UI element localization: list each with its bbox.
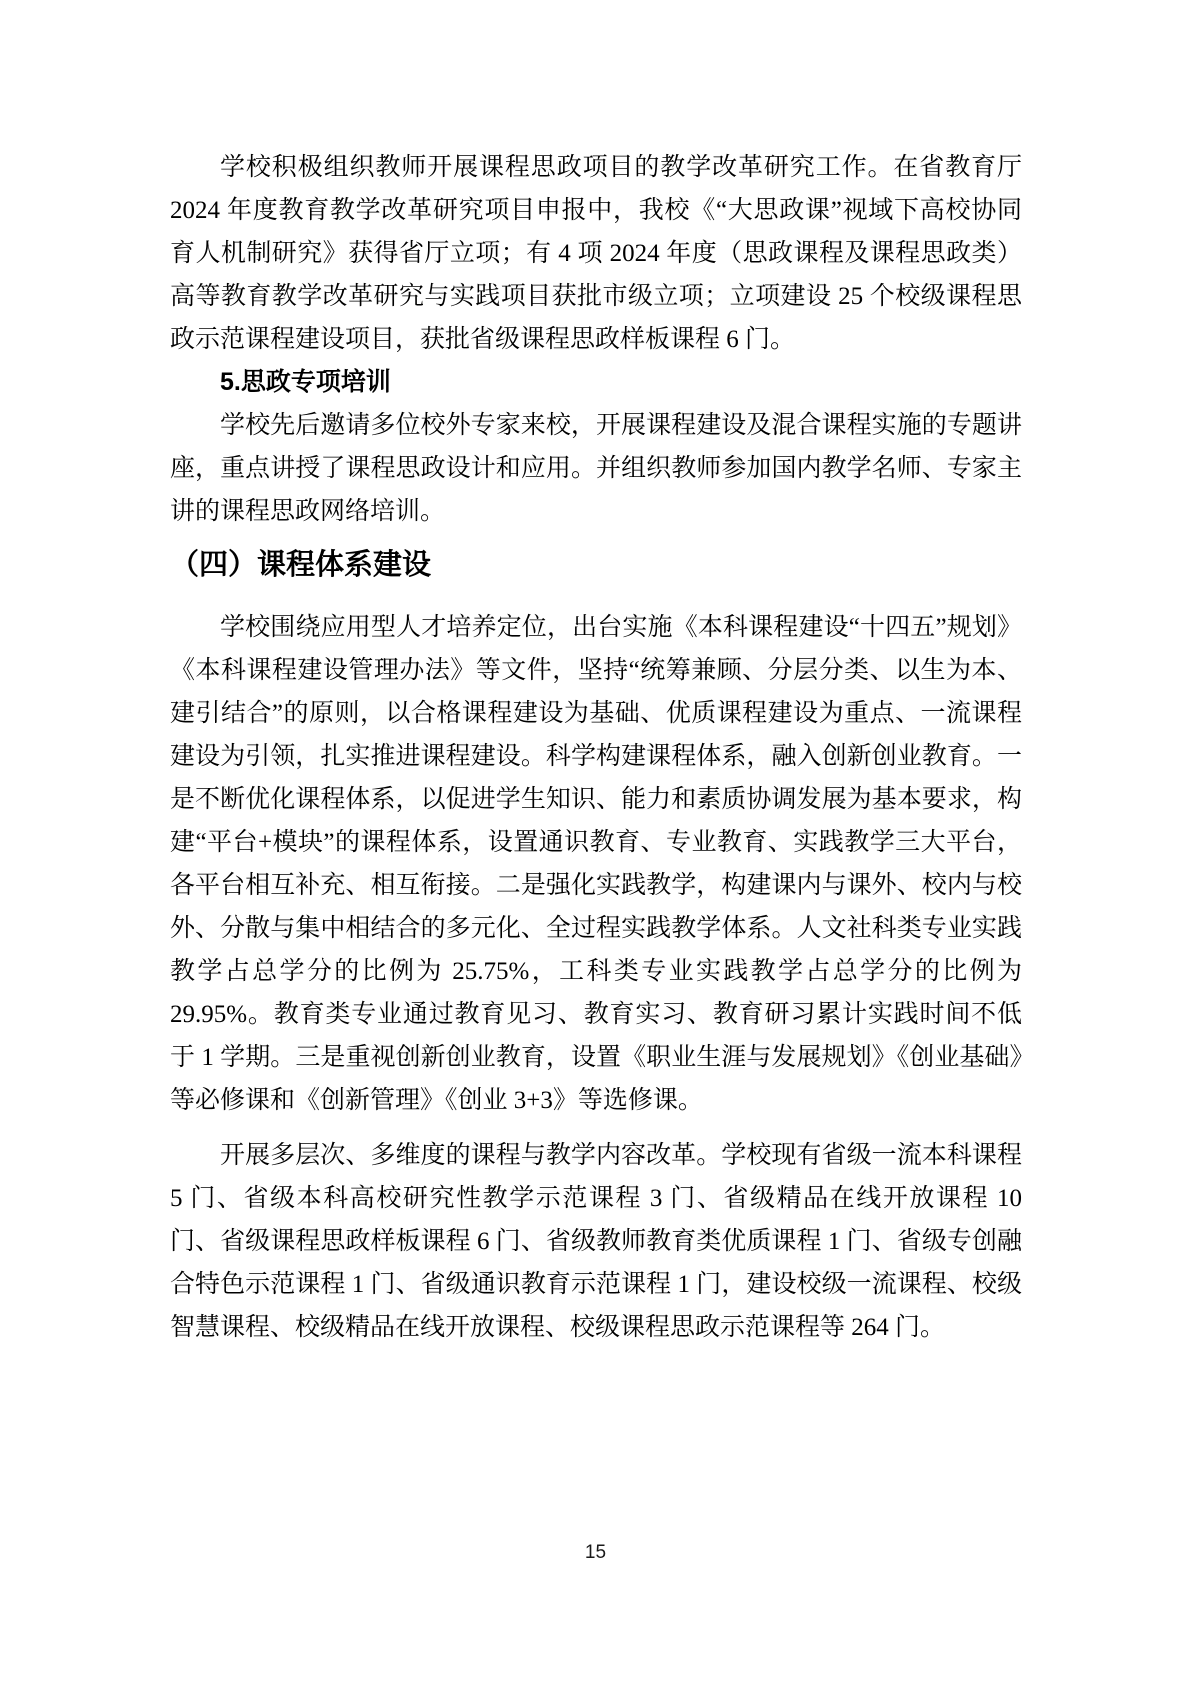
paragraph-course-reform-achievements: 开展多层次、多维度的课程与教学内容改革。学校现有省级一流本科课程 5 门、省级本科高校研究性教学示范课程 3 门、省级精品在线开放课程 10 门、省级课程思政样板课程 6 门、省级教师教育类优质课程 1 门、省级专创融合特色示范课程 1 门、省级通识教育示范课程 1 门，建设校级一流课程、校级智慧课程、校级精品在线开放课程、校级课程思政示范课程等 264 门。	[170, 1142, 1022, 1341]
page-content	[170, 146, 1022, 1349]
page-number: 15	[584, 1542, 607, 1563]
paragraph-ideology-research-projects: 学校积极组织教师开展课程思政项目的教学改革研究工作。在省教育厅 2024 年度教育教学改革研究项目申报中，我校《“大思政课”视域下高校协同育人机制研究》获得省厅立项；有 4 项 2024 年度（思政课程及课程思政类）高等教育教学改革研究与实践项目获批市级立项；立项建设 25 个校级课程思政示范课程建设项目，获批省级课程思政样板课程 6 门。	[170, 154, 1022, 353]
heading-curriculum-system-construction: （四）课程体系建设	[170, 549, 432, 581]
paragraph-expert-lectures: 学校先后邀请多位校外专家来校，开展课程建设及混合课程实施的专题讲座，重点讲授了课程思政设计和应用。并组织教师参加国内教学名师、专家主讲的课程思政网络培训。	[170, 412, 1022, 525]
heading-ideology-special-training: 5.思政专项培训	[220, 368, 391, 396]
paragraph-curriculum-system-details: 学校围绕应用型人才培养定位，出台实施《本科课程建设“十四五”规划》《本科课程建设管理办法》等文件，坚持“统筹兼顾、分层分类、以生为本、建引结合”的原则，以合格课程建设为基础、优质课程建设为重点、一流课程建设为引领，扎实推进课程建设。科学构建课程体系，融入创新创业教育。一是不断优化课程体系，以促进学生知识、能力和素质协调发展为基本要求，构建“平台+模块”的课程体系，设置通识教育、专业教育、实践教学三大平台，各平台相互补充、相互衔接。二是强化实践教学，构建课内与课外、校内与校外、分散与集中相结合的多元化、全过程实践教学体系。人文社科类专业实践教学占总学分的比例为 25.75%，工科类专业实践教学占总学分的比例为 29.95%。教育类专业通过教育见习、教育实习、教育研习累计实践时间不低于 1 学期。三是重视创新创业教育，设置《职业生涯与发展规划》《创业基础》等必修课和《创新管理》《创业 3+3》等选修课。	[170, 614, 1022, 1114]
